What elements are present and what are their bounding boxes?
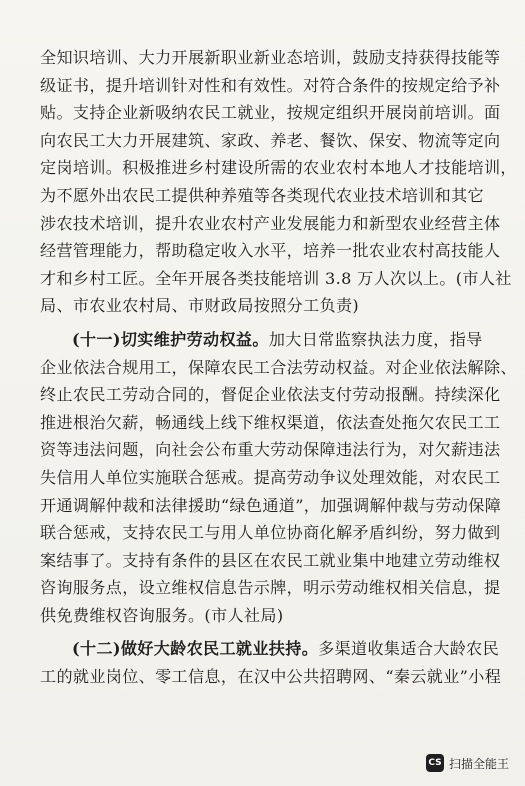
text-line: 涉农技术培训，提升农业农村产业发展能力和新型农业经营主体 [40,213,501,233]
text-line: 失信用人单位实施联合惩戒。提高劳动争议处理效能，对农民工 [40,467,501,487]
text-line: 案结事了。支持有条件的县区在农民工就业集中地建立劳动维权 [40,550,501,570]
camscanner-logo-icon: CS [426,754,444,772]
text-line: 联合惩戒，支持农民工与用人单位协商化解矛盾纠纷，努力做到 [40,523,501,543]
text-line: 推进根治欠薪，畅通线上线下维权渠道，依法查处拖欠农民工工 [40,412,501,432]
section-12-first-line [40,635,500,663]
text-line: 向农民工大力开展建筑、家政、养老、餐饮、保安、物流等定向 [40,130,501,150]
text-line: 才和乡村工匠。全年开展各类技能培训 3.8 万人次以上。(市人社 [40,268,512,288]
text-line: 咨询服务点，设立维权信息告示牌，明示劳动维权相关信息，提 [40,578,501,598]
text-line: 终止农民工劳动合同的，督促企业依法支付劳动报酬。持续深化 [40,385,501,405]
section-11-heading: (十一)切实维护劳动权益。 [72,329,269,349]
document-body [40,44,517,691]
text-line: 级证书，提升培训针对性和有效性。对符合条件的按规定给予补 [40,75,501,95]
text-line: 工的就业岗位、零工信息，在汉中公共招聘网、“秦云就业”小程 [40,667,502,687]
text-line: 定岗培训。积极推进乡村建设所需的农业农村本地人才技能培训， [40,158,517,178]
text-line: 经营管理能力，帮助稳定收入水平，培养一批农业农村高技能人 [40,241,501,261]
text-line: 企业依法合规用工，保障农民工合法劳动权益。对企业依法解除、 [40,357,517,377]
text-line: 局、市农业农村局、市财政局按照分工负责) [40,296,360,316]
text-line: 开通调解仲裁和法律援助“绿色通道”，加强调解仲裁与劳动保障 [40,495,502,515]
watermark-label: 扫描全能王 [448,756,509,771]
text-line: 全知识培训、大力开展新职业新业态培训，鼓励支持获得技能等 [40,48,501,67]
text-line: 贴。支持企业新吸纳农民工就业，按规定组织开展岗前培训。面 [40,103,501,123]
text-line: 资等违法问题，向社会公布重大劳动保障违法行为，对欠薪违法 [40,440,501,460]
section-12-heading: (十二)做好大龄农民工就业扶持。 [72,639,319,659]
section-12-first-text: 多渠道收集适合大龄农民 [318,639,500,659]
section-11-first-line [40,326,492,354]
scanner-watermark [426,754,509,772]
text-line: 为不愿外出农民工提供种养殖等各类现代农业技术培训和其它 [40,185,484,205]
section-11-first-text: 加大日常监察执法力度，指导 [268,329,483,349]
text-line: 供免费维权咨询服务。(市人社局) [40,605,284,625]
